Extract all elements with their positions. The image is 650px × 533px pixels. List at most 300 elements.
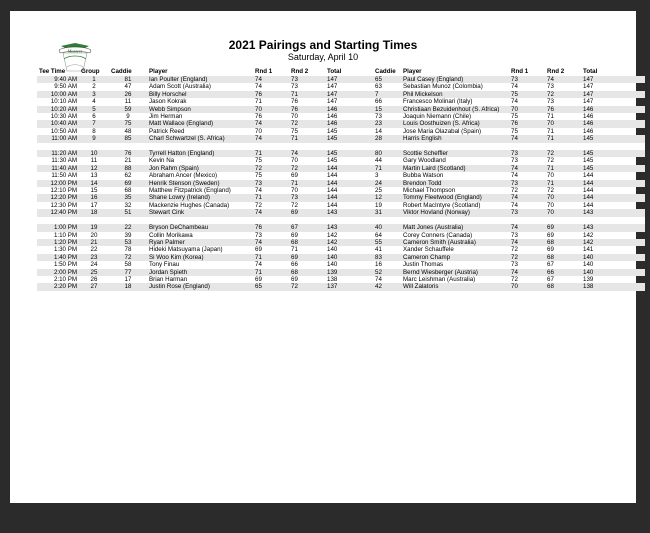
cell-rnd2-2: 73 <box>547 98 554 106</box>
cell-player: Charl Schwartzel (S. Africa) <box>147 135 253 142</box>
cell-player-2: Cameron Champ <box>401 254 509 261</box>
cell-player-2: Cameron Smith (Australia) <box>401 239 509 246</box>
cell-total: 147 <box>325 76 373 83</box>
cell-rnd2: 68 <box>289 269 325 276</box>
cell-rnd2: 69 <box>289 209 325 216</box>
cell-rnd2: 74 <box>289 150 325 157</box>
cell-player: Jordan Spieth <box>147 269 253 276</box>
cell-rnd2: 67 <box>289 224 325 231</box>
cell-group: 3 <box>79 91 109 98</box>
cell-rnd2: 72 <box>289 283 325 290</box>
cell-caddie: 11 <box>124 98 132 106</box>
cell-rnd2: 72 <box>289 165 325 172</box>
cell-caddie: 78 <box>124 246 132 254</box>
cell-rnd2: 73 <box>289 194 325 201</box>
cell-caddie-2: 24 <box>373 180 401 187</box>
cell-tee-time: 1:30 PM <box>53 246 77 254</box>
cell-rnd1: 74 <box>255 83 262 91</box>
cell-total-2: 138 <box>581 283 645 290</box>
cell-rnd2: 71 <box>289 135 325 142</box>
cell-total: 145 <box>327 127 338 135</box>
cell-total: 147 <box>327 83 338 91</box>
cell-caddie: 32 <box>124 201 132 209</box>
cell-rnd2-2: 72 <box>545 150 581 157</box>
cell-player-2: Viktor Hovland (Norway) <box>401 209 509 216</box>
cell-player-2: Paul Casey (England) <box>401 76 509 83</box>
cell-rnd1-2: 70 <box>509 106 545 113</box>
cell-tee-time: 1:40 PM <box>37 254 79 261</box>
cell-group: 13 <box>90 172 98 180</box>
cell-rnd1: 71 <box>253 194 289 201</box>
table-row <box>37 209 645 216</box>
cell-total: 147 <box>325 91 373 98</box>
cell-group: 12 <box>79 165 109 172</box>
cell-tee-time: 11:30 AM <box>51 157 77 165</box>
cell-player: Tyrrell Hatton (England) <box>147 150 253 157</box>
cell-rnd1: 71 <box>253 269 289 276</box>
col-rnd1-2: Rnd 1 <box>511 68 529 75</box>
cell-rnd1: 72 <box>253 165 289 172</box>
cell-rnd1-2: 74 <box>509 165 545 172</box>
cell-group: 21 <box>79 239 109 246</box>
cell-total-2: 145 <box>583 157 594 165</box>
cell-rnd2-2: 68 <box>545 254 581 261</box>
cell-player-2: Matt Jones (Australia) <box>401 224 509 231</box>
table-row <box>37 135 645 142</box>
cell-group: 11 <box>90 157 98 165</box>
table-row <box>37 180 645 187</box>
cell-rnd1: 72 <box>255 201 262 209</box>
cell-player-2: Joaquin Niemann (Chile) <box>403 113 472 121</box>
cell-rnd1-2: 73 <box>509 180 545 187</box>
document-page <box>10 11 636 503</box>
cell-rnd1-2: 74 <box>511 201 518 209</box>
cell-rnd1: 69 <box>255 275 262 283</box>
cell-total-2: 144 <box>581 194 645 201</box>
cell-total: 140 <box>325 254 373 261</box>
cell-total: 144 <box>325 165 373 172</box>
cell-group: 8 <box>92 127 96 135</box>
cell-group: 22 <box>90 246 98 254</box>
cell-caddie-2: 65 <box>373 76 401 83</box>
cell-total: 144 <box>325 194 373 201</box>
cell-total: 145 <box>325 135 373 142</box>
cell-rnd2-2: 69 <box>545 224 581 231</box>
table-row <box>37 172 645 179</box>
cell-rnd1-2: 74 <box>509 269 545 276</box>
cell-group: 23 <box>79 254 109 261</box>
cell-player: Tony Finau <box>149 261 180 269</box>
cell-group: 16 <box>79 194 109 201</box>
cell-rnd2: 69 <box>289 254 325 261</box>
cell-tee-time: 10:40 AM <box>37 120 79 127</box>
cell-group: 20 <box>90 231 98 239</box>
cell-player: Shane Lowry (Ireland) <box>147 194 253 201</box>
table-row <box>37 165 645 172</box>
cell-player: Adam Scott (Australia) <box>149 83 211 91</box>
table-row <box>37 120 645 127</box>
cell-total-2: 140 <box>581 269 645 276</box>
cell-total: 145 <box>327 157 338 165</box>
page-subtitle: Saturday, April 10 <box>287 52 359 62</box>
cell-player: Abraham Ancer (Mexico) <box>149 172 218 180</box>
cell-player: Patrick Reed <box>149 127 185 135</box>
cell-player-2: Xander Schauffele <box>403 246 454 254</box>
cell-rnd1: 71 <box>253 150 289 157</box>
cell-player-2: Christiaan Bezuidenhout (S. Africa) <box>401 106 509 113</box>
cell-caddie: 58 <box>124 261 132 269</box>
cell-tee-time: 10:20 AM <box>37 106 79 113</box>
cell-group: 9 <box>79 135 109 142</box>
cell-rnd1-2: 73 <box>511 261 518 269</box>
cell-caddie-2: 12 <box>373 194 401 201</box>
cell-total: 142 <box>327 231 338 239</box>
cell-caddie-2: 74 <box>375 275 382 283</box>
cell-caddie-2: 15 <box>373 106 401 113</box>
cell-caddie: 21 <box>124 157 132 165</box>
cell-caddie-2: 83 <box>373 254 401 261</box>
cell-caddie: 88 <box>109 165 147 172</box>
cell-rnd2: 71 <box>289 180 325 187</box>
cell-tee-time: 11:00 AM <box>37 135 79 142</box>
cell-tee-time: 2:10 PM <box>53 275 77 283</box>
cell-caddie: 59 <box>109 106 147 113</box>
cell-caddie-2: 31 <box>373 209 401 216</box>
cell-caddie-2: 14 <box>375 127 382 135</box>
spacer-cell <box>37 217 645 224</box>
cell-player: Billy Horschel <box>147 91 253 98</box>
cell-total-2: 146 <box>581 120 645 127</box>
col-rnd2-2: Rnd 2 <box>547 68 565 75</box>
cell-player: Justin Rose (England) <box>147 283 253 290</box>
cell-total-2: 142 <box>581 239 645 246</box>
cell-rnd1: 74 <box>253 76 289 83</box>
cell-player-2: Martin Laird (Scotland) <box>401 165 509 172</box>
cell-tee-time: 10:10 AM <box>50 98 77 106</box>
cell-caddie: 77 <box>109 269 147 276</box>
cell-player: Jason Kokrak <box>149 98 187 106</box>
cell-total-2: 145 <box>581 150 645 157</box>
cell-rnd1: 70 <box>255 127 262 135</box>
cell-player-2: Phil Mickelson <box>401 91 509 98</box>
cell-rnd1-2: 72 <box>511 187 518 195</box>
page-title: 2021 Pairings and Starting Times <box>228 38 418 52</box>
cell-caddie: 75 <box>109 120 147 127</box>
pairings-table <box>37 67 645 291</box>
cell-player: Ian Poulter (England) <box>147 76 253 83</box>
cell-rnd2: 76 <box>289 106 325 113</box>
cell-player-2: Justin Thomas <box>403 261 444 269</box>
cell-rnd2-2: 70 <box>547 172 554 180</box>
cell-tee-time: 9:40 AM <box>37 76 79 83</box>
cell-rnd1-2: 72 <box>509 254 545 261</box>
table-row <box>37 202 645 209</box>
cell-caddie: 85 <box>109 135 147 142</box>
col-group: Group <box>81 68 100 75</box>
cell-rnd1-2: 75 <box>511 127 518 135</box>
cell-rnd1-2: 72 <box>511 246 518 254</box>
cell-rnd1-2: 74 <box>509 135 545 142</box>
table-row <box>37 83 645 90</box>
cell-player: Bryson DeChambeau <box>147 224 253 231</box>
cell-caddie-2: 71 <box>373 165 401 172</box>
cell-caddie: 62 <box>124 172 132 180</box>
cell-rnd2-2: 69 <box>547 231 554 239</box>
logo-wordmark: Masters <box>67 48 83 54</box>
cell-tee-time: 10:30 AM <box>50 113 77 121</box>
cell-rnd2-2: 72 <box>545 91 581 98</box>
cell-player-2: Sebastian Munoz (Colombia) <box>403 83 483 91</box>
cell-group: 24 <box>90 261 98 269</box>
cell-rnd2-2: 71 <box>545 135 581 142</box>
col-tee-time: Tee Time <box>39 68 66 75</box>
cell-rnd2-2: 72 <box>547 187 554 195</box>
cell-tee-time: 2:20 PM <box>37 283 79 290</box>
table-row <box>37 224 645 231</box>
cell-rnd2: 73 <box>289 76 325 83</box>
cell-tee-time: 2:00 PM <box>37 269 79 276</box>
cell-caddie: 22 <box>109 224 147 231</box>
col-player-2: Player <box>403 68 422 75</box>
table-row <box>37 232 645 239</box>
cell-rnd2: 73 <box>291 83 298 91</box>
cell-rnd2-2: 71 <box>547 113 554 121</box>
cell-player: Brian Harman <box>149 275 188 283</box>
cell-player: Webb Simpson <box>147 106 253 113</box>
cell-rnd2-2: 76 <box>545 106 581 113</box>
cell-total: 143 <box>325 209 373 216</box>
cell-total: 147 <box>327 98 338 106</box>
cell-total-2: 144 <box>583 172 594 180</box>
cell-rnd2: 75 <box>291 127 298 135</box>
table-row <box>37 76 645 83</box>
cell-caddie-2: 3 <box>375 172 379 180</box>
cell-total: 146 <box>325 106 373 113</box>
cell-total-2: 141 <box>583 246 594 254</box>
cell-total-2: 143 <box>581 209 645 216</box>
cell-rnd1: 73 <box>253 180 289 187</box>
cell-tee-time: 11:50 AM <box>51 172 77 180</box>
cell-tee-time: 1:00 PM <box>37 224 79 231</box>
cell-group: 5 <box>79 106 109 113</box>
cell-tee-time: 10:00 AM <box>37 91 79 98</box>
cell-tee-time: 10:50 AM <box>50 127 77 135</box>
cell-player-2: Scottie Scheffler <box>401 150 509 157</box>
cell-tee-time: 1:50 PM <box>53 261 77 269</box>
table-row <box>37 113 645 120</box>
cell-rnd1-2: 74 <box>511 83 518 91</box>
table-row <box>37 98 645 105</box>
cell-total-2: 142 <box>583 231 594 239</box>
cell-rnd2-2: 70 <box>547 201 554 209</box>
cell-rnd1-2: 75 <box>511 113 518 121</box>
cell-rnd1-2: 74 <box>509 239 545 246</box>
col-total-2: Total <box>583 68 598 75</box>
cell-caddie: 51 <box>109 209 147 216</box>
cell-player: Mackenzie Hughes (Canada) <box>149 201 230 209</box>
cell-tee-time: 11:20 AM <box>37 150 79 157</box>
cell-caddie: 39 <box>124 231 132 239</box>
cell-player: Matt Wallace (England) <box>147 120 253 127</box>
cell-caddie: 68 <box>124 187 132 195</box>
cell-total-2: 146 <box>583 127 594 135</box>
cell-rnd2-2: 71 <box>547 127 554 135</box>
cell-rnd2: 66 <box>291 261 298 269</box>
cell-total-2: 147 <box>581 76 645 83</box>
table-row <box>37 128 645 135</box>
col-caddie-2: Caddie <box>375 68 396 75</box>
table-spacer-row <box>37 143 645 150</box>
col-total: Total <box>327 68 342 75</box>
cell-caddie: 72 <box>109 254 147 261</box>
table-row <box>37 283 645 290</box>
cell-rnd1: 76 <box>253 224 289 231</box>
cell-tee-time: 1:20 PM <box>37 239 79 246</box>
cell-rnd2: 71 <box>289 91 325 98</box>
table-row <box>37 269 645 276</box>
cell-group: 18 <box>79 209 109 216</box>
cell-rnd1-2: 73 <box>509 76 545 83</box>
cell-rnd2: 69 <box>291 275 298 283</box>
cell-tee-time: 12:20 PM <box>37 194 79 201</box>
cell-total-2: 145 <box>581 165 645 172</box>
cell-rnd2-2: 70 <box>545 194 581 201</box>
cell-player: Stewart Cink <box>147 209 253 216</box>
cell-caddie: 9 <box>126 113 130 121</box>
cell-caddie-2: 19 <box>375 201 382 209</box>
cell-total: 144 <box>327 201 338 209</box>
cell-total-2: 147 <box>583 98 594 106</box>
table-row <box>37 150 645 157</box>
cell-player-2: Harris English <box>401 135 509 142</box>
table-row <box>37 91 645 98</box>
cell-player: Ryan Palmer <box>147 239 253 246</box>
cell-caddie-2: 66 <box>375 98 382 106</box>
cell-caddie: 35 <box>109 194 147 201</box>
cell-total: 140 <box>327 261 338 269</box>
cell-total: 144 <box>327 172 338 180</box>
col-rnd2: Rnd 2 <box>291 68 309 75</box>
cell-rnd2: 72 <box>291 201 298 209</box>
cell-caddie-2: 7 <box>373 91 401 98</box>
cell-player-2: Bernd Wiesberger (Austria) <box>401 269 509 276</box>
cell-caddie: 81 <box>109 76 147 83</box>
cell-caddie: 53 <box>109 239 147 246</box>
cell-tee-time: 12:30 PM <box>50 201 77 209</box>
cell-player: Henrik Stenson (Sweden) <box>147 180 253 187</box>
cell-rnd1-2: 75 <box>509 91 545 98</box>
cell-rnd1: 75 <box>255 157 262 165</box>
cell-rnd1-2: 74 <box>511 98 518 106</box>
cell-player-2: Jose Maria Olazabal (Spain) <box>403 127 482 135</box>
cell-caddie-2: 44 <box>375 157 382 165</box>
table-row <box>37 261 645 268</box>
cell-rnd2: 76 <box>291 98 298 106</box>
cell-total-2: 140 <box>581 254 645 261</box>
cell-caddie: 69 <box>109 180 147 187</box>
table-row <box>37 157 645 164</box>
cell-caddie-2: 63 <box>375 83 382 91</box>
cell-player-2: Will Zalatoris <box>401 283 509 290</box>
cell-rnd1: 71 <box>255 98 262 106</box>
cell-player-2: Brendon Todd <box>401 180 509 187</box>
cell-player-2: Corey Conners (Canada) <box>403 231 473 239</box>
cell-player: Jon Rahm (Spain) <box>147 165 253 172</box>
cell-group: 2 <box>92 83 96 91</box>
cell-caddie-2: 52 <box>373 269 401 276</box>
cell-total: 139 <box>325 269 373 276</box>
table-row <box>37 187 645 194</box>
cell-total: 137 <box>325 283 373 290</box>
cell-player-2: Louis Oosthuizen (S. Africa) <box>401 120 509 127</box>
cell-rnd1-2: 74 <box>509 224 545 231</box>
cell-total: 143 <box>325 224 373 231</box>
cell-caddie-2: 41 <box>375 246 382 254</box>
cell-player: Si Woo Kim (Korea) <box>147 254 253 261</box>
cell-rnd2-2: 74 <box>545 76 581 83</box>
cell-total-2: 144 <box>583 187 594 195</box>
cell-caddie-2: 16 <box>375 261 382 269</box>
cell-caddie: 76 <box>109 150 147 157</box>
cell-total-2: 146 <box>583 113 594 121</box>
cell-player: Collin Morikawa <box>149 231 193 239</box>
cell-rnd2-2: 67 <box>547 275 554 283</box>
cell-group: 10 <box>79 150 109 157</box>
cell-total-2: 143 <box>581 224 645 231</box>
table-row <box>37 194 645 201</box>
cell-rnd2-2: 70 <box>545 120 581 127</box>
cell-rnd2: 69 <box>291 172 298 180</box>
cell-caddie-2: 64 <box>375 231 382 239</box>
cell-player-2: Robert MacIntyre (Scotland) <box>403 201 481 209</box>
cell-caddie-2: 25 <box>375 187 382 195</box>
cell-group: 19 <box>79 224 109 231</box>
cell-player-2: Francesco Molinari (Italy) <box>403 98 473 106</box>
cell-rnd1: 69 <box>255 246 262 254</box>
cell-rnd2-2: 66 <box>545 269 581 276</box>
col-caddie: Caddie <box>111 68 132 75</box>
table-header-row <box>37 67 645 76</box>
cell-caddie: 47 <box>124 83 132 91</box>
cell-group: 17 <box>90 201 98 209</box>
table-row <box>37 254 645 261</box>
cell-rnd2-2: 67 <box>547 261 554 269</box>
cell-tee-time: 12:00 PM <box>37 180 79 187</box>
cell-total: 146 <box>327 113 338 121</box>
cell-tee-time: 11:40 AM <box>37 165 79 172</box>
cell-total-2: 144 <box>581 180 645 187</box>
cell-caddie: 18 <box>109 283 147 290</box>
cell-rnd1-2: 76 <box>509 120 545 127</box>
cell-rnd1-2: 73 <box>509 150 545 157</box>
cell-player-2: Marc Leishman (Australia) <box>403 275 476 283</box>
cell-rnd2-2: 68 <box>545 283 581 290</box>
cell-caddie: 17 <box>124 275 132 283</box>
cell-caddie-2: 55 <box>373 239 401 246</box>
cell-rnd2-2: 68 <box>545 239 581 246</box>
cell-rnd1-2: 73 <box>509 209 545 216</box>
cell-player-2: Bubba Watson <box>403 172 444 180</box>
cell-caddie: 26 <box>109 91 147 98</box>
cell-rnd1: 73 <box>255 231 262 239</box>
cell-rnd1-2: 70 <box>509 283 545 290</box>
cell-rnd2-2: 69 <box>547 246 554 254</box>
cell-player-2: Gary Woodland <box>403 157 446 165</box>
cell-total: 145 <box>325 150 373 157</box>
cell-total: 146 <box>325 120 373 127</box>
cell-total-2: 145 <box>581 135 645 142</box>
cell-rnd1: 74 <box>253 209 289 216</box>
